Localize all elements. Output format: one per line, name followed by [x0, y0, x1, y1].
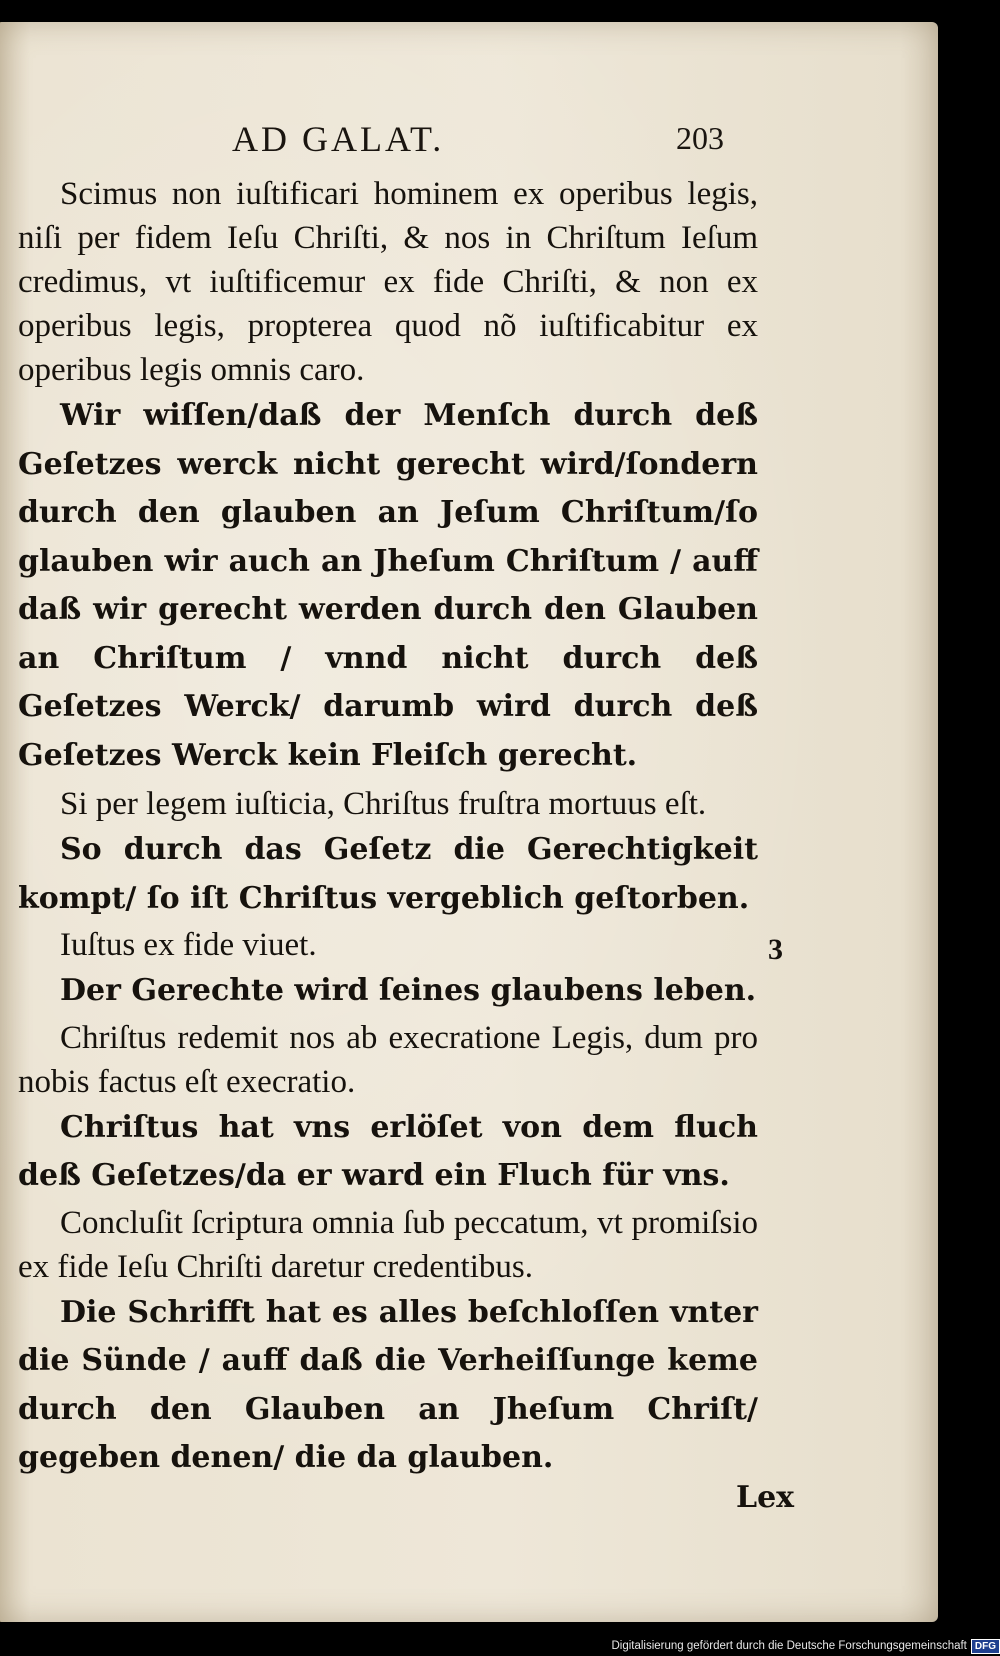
- latin-paragraph: Concluſit ſcriptura omnia ſub peccatum, vt promiſsio ex fide Ieſu Chriſti daretur credentibus.: [18, 1204, 758, 1285]
- dfg-logo-icon: DFG: [971, 1639, 1000, 1654]
- funding-credit: Digitalisierung gefördert durch die Deutsche Forschungsgemeinschaft: [611, 1640, 967, 1652]
- text-block: [18, 172, 758, 1483]
- running-head: AD GALAT.: [232, 119, 445, 159]
- german-paragraph: Die Schrifft hat es alles beſchloſſen vnter die Sünde / auff daß die Verheiſſunge keme durch den Glauben an Jheſum Chriſt/ gegeben denen/ die da glauben.: [18, 1294, 758, 1475]
- page-header: [0, 118, 938, 168]
- footer-bar: [600, 1636, 1000, 1656]
- latin-paragraph: Scimus non iuſtificari hominem ex operibus legis, niſi per fidem Ieſu Chriſti, & nos in Chriſtum Ieſum credimus, vt iuſtificemur ex fide Chriſti, & non ex operibus legis, propterea quod nõ iuſtificabitur ex operibus legis omnis caro.: [18, 176, 758, 388]
- german-paragraph: Chriſtus hat vns erlöſet von dem fluch deß Geſetzes/da er ward ein Fluch für vns.: [18, 1109, 758, 1193]
- german-paragraph: So durch das Geſetz die Gerechtigkeit kompt/ ſo iſt Chriſtus vergeblich geſtorben.: [18, 832, 758, 916]
- german-paragraph: Der Gerechte wird ſeines glaubens leben.: [60, 973, 757, 1008]
- page-number: 203: [676, 120, 724, 156]
- latin-paragraph: Si per legem iuſticia, Chriſtus fruſtra mortuus eſt.: [60, 786, 707, 822]
- marginal-note: 3: [768, 933, 783, 966]
- catchword: Lex: [736, 1480, 795, 1515]
- german-paragraph: Wir wiſſen/daß der Menſch durch deß Geſetzes werck nicht gerecht wird/ſondern durch den glauben an Jeſum Chriſtum/ſo glauben wir auch an Jheſum Chriſtum / auff daß wir gerecht werden durch den Glauben an Chriſtum / vnnd nicht durch deß Geſetzes Werck/ darumb wird durch deß Geſetzes Werck kein Fleiſch gerecht.: [18, 398, 758, 773]
- latin-paragraph: Chriſtus redemit nos ab execratione Legis, dum pro nobis factus eſt execratio.: [18, 1019, 758, 1100]
- latin-paragraph: Iuſtus ex fide viuet.: [60, 927, 317, 963]
